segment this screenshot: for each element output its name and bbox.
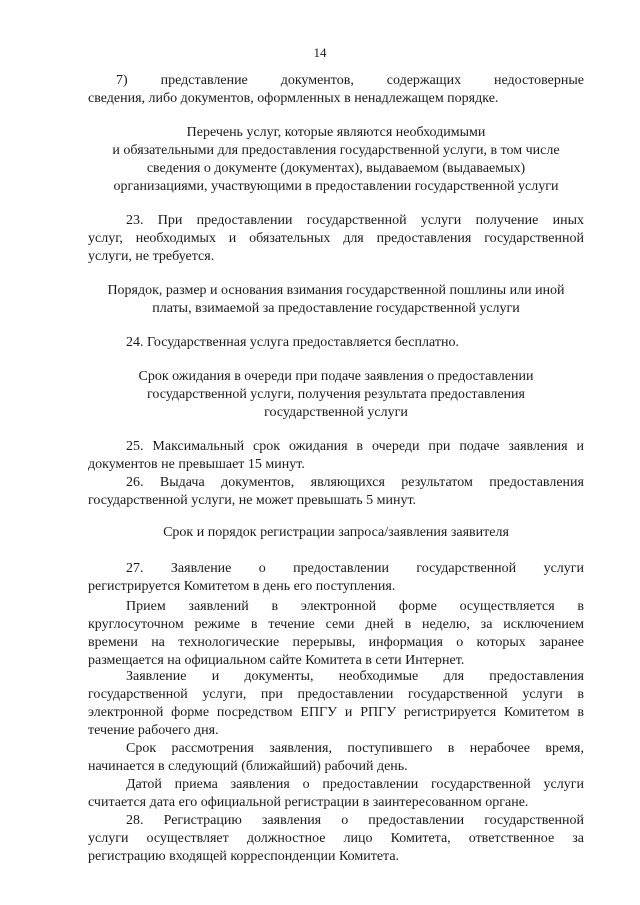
heading-line: и обязательными для предоставления государственной услуги, в том числе xyxy=(112,143,560,158)
paragraph-27 xyxy=(88,560,584,596)
paragraph-27-epgu xyxy=(88,668,584,740)
heading-line: государственной услуги xyxy=(264,405,408,420)
paragraph-23 xyxy=(88,212,584,266)
paragraph-line: электронной форме посредством ЕПГУ и РПГУ регистрируется Комитетом в xyxy=(88,705,584,720)
paragraph-line: услуги, не требуется. xyxy=(88,249,215,264)
page-number: 14 xyxy=(313,45,327,60)
paragraph-27-date xyxy=(88,776,584,812)
paragraph-line: 28. Регистрацию заявления о предоставлении государственной xyxy=(126,813,584,828)
heading-fees xyxy=(88,282,584,318)
paragraph-28 xyxy=(88,812,584,866)
heading-line: сведения о документе (документах), выдаваемом (выдаваемых) xyxy=(146,161,526,176)
heading-waiting-time xyxy=(88,368,584,422)
paragraph-26 xyxy=(88,474,584,510)
heading-required-services xyxy=(88,124,584,196)
paragraph-line: считается дата его официальной регистрации в заинтересованном органе. xyxy=(88,795,529,810)
paragraph-line: Датой приема заявления о предоставлении государственной услуги xyxy=(126,777,584,792)
item-7-line-2: сведения, либо документов, оформленных в ненадлежащем порядке. xyxy=(88,91,499,106)
heading-line: Порядок, размер и основания взимания государственной пошлины или иной xyxy=(107,283,565,298)
paragraph-line: Заявление и документы, необходимые для предоставления xyxy=(126,669,584,684)
paragraph-line: 24. Государственная услуга предоставляется бесплатно. xyxy=(126,335,459,350)
paragraph-line: 23. При предоставлении государственной услуги получение иных xyxy=(126,213,584,228)
paragraph-line: Прием заявлений в электронной форме осуществляется в xyxy=(126,599,584,614)
heading-line: Срок ожидания в очереди при подаче заявления о предоставлении xyxy=(138,369,534,384)
heading-registration xyxy=(88,524,584,542)
item-7-line-1: 7) представление документов, содержащих недостоверные xyxy=(116,73,584,88)
paragraph-line: услуги осуществляет должностное лицо Комитета, ответственное за xyxy=(88,831,584,846)
paragraph-line: услуг, необходимых и обязательных для предоставления государственной xyxy=(88,231,584,246)
paragraph-line: круглосуточном режиме в течение семи дней в неделю, за исключением xyxy=(88,617,584,632)
paragraph-27-electronic xyxy=(88,598,584,670)
heading-line: Перечень услуг, которые являются необходимыми xyxy=(186,125,486,140)
paragraph-line: размещается на официальном сайте Комитета в сети Интернет. xyxy=(88,653,465,668)
heading-line: платы, взимаемой за предоставление государственной услуги xyxy=(152,301,520,316)
heading-line: организациями, участвующими в предоставлении государственной услуги xyxy=(113,179,559,194)
paragraph-line: документов не превышает 15 минут. xyxy=(88,457,305,472)
paragraph-line: Срок рассмотрения заявления, поступившего в нерабочее время, xyxy=(126,741,584,756)
paragraph-line: 26. Выдача документов, являющихся результатом предоставления xyxy=(126,475,584,490)
item-7 xyxy=(88,72,584,108)
heading-line: государственной услуги, получения результата предоставления xyxy=(147,387,525,402)
paragraph-line: регистрируется Комитетом в день его поступления. xyxy=(88,579,396,594)
paragraph-line: течение рабочего дня. xyxy=(88,723,219,738)
paragraph-line: 25. Максимальный срок ожидания в очереди при подаче заявления и xyxy=(126,439,584,454)
paragraph-line: государственной услуги, не может превышать 5 минут. xyxy=(88,493,417,508)
paragraph-24 xyxy=(88,334,584,352)
paragraph-line: регистрацию входящей корреспонденции Комитета. xyxy=(88,849,400,864)
heading-line: Срок и порядок регистрации запроса/заявления заявителя xyxy=(163,525,509,540)
paragraph-25 xyxy=(88,438,584,474)
paragraph-line: государственной услуги, при предоставлении государственной услуги в xyxy=(88,687,584,702)
paragraph-27-nonworking xyxy=(88,740,584,776)
paragraph-line: начинается в следующий (ближайший) рабочий день. xyxy=(88,759,408,774)
paragraph-line: времени на технологические перерывы, информация о которых заранее xyxy=(88,635,584,650)
paragraph-line: 27. Заявление о предоставлении государственной услуги xyxy=(126,561,584,576)
